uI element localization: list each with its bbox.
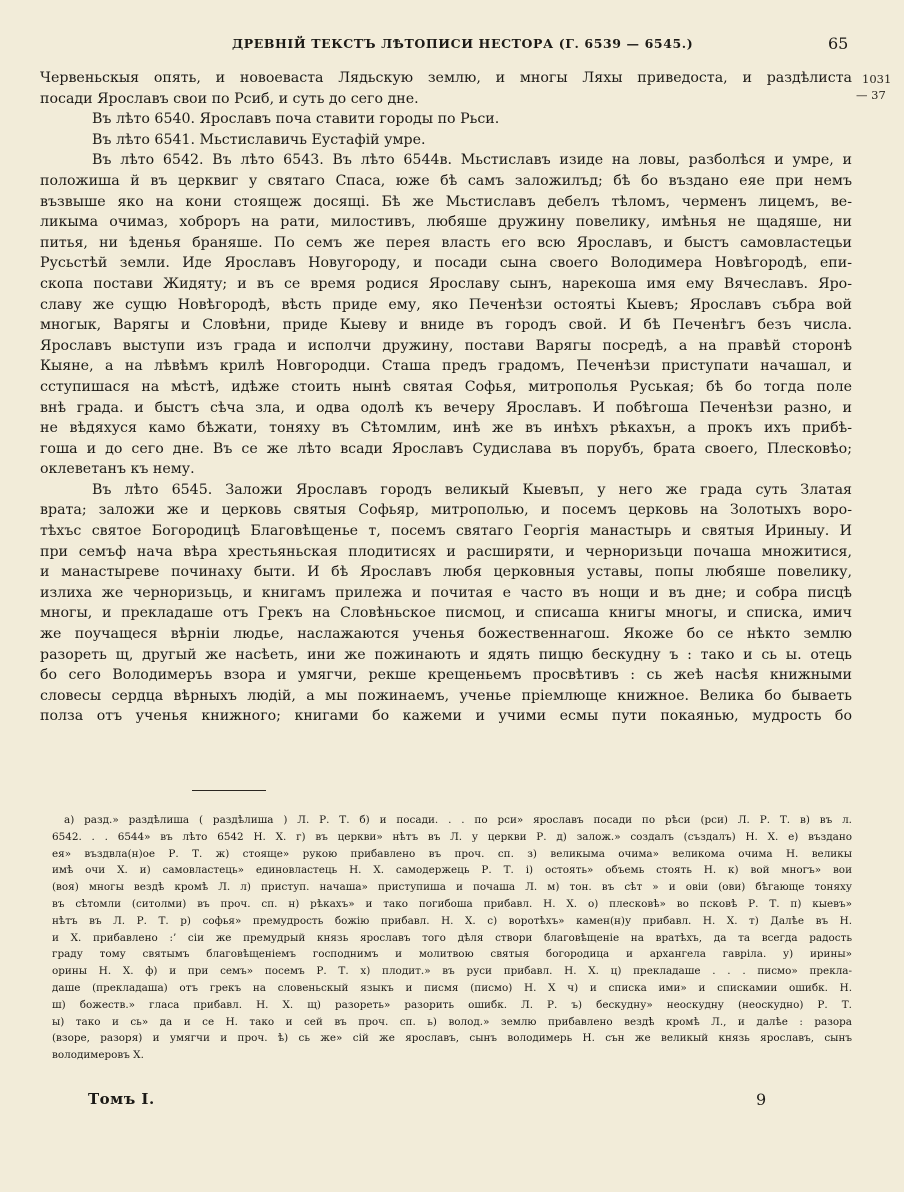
text-line: Червеньскыя опять, и новоеваста Лядьскую землю, и многы Ляхы приведоста, и раздѣлиста: [40, 70, 852, 86]
footnote-divider: [192, 790, 266, 791]
text-line: не вѣдяхуся камо бѣжати, тоняху въ Сѣтомлим, инѣ же въ инѣхъ рѣкахън, а прокъ ихъ прибѣ-: [40, 420, 852, 437]
text-line: Русьстѣй земли. Иде Ярославъ Новугороду, и посади сына своего Володимера Новѣгородѣ, епи-: [40, 255, 852, 272]
text-line: Ярославъ выступи изъ града и исполчи дружину, постави Варягы посредѣ, а на правѣй сторонѣ: [40, 337, 852, 354]
footnote-line: володимеровъ Х.: [52, 1049, 144, 1062]
text-line: разореть щ, другый же насѣеть, ини же пожинають и ядять пищю бескудну ъ : тако и сь ы. отець: [40, 646, 852, 663]
text-line: врата; заложи же и церковь святыя Софьяр, митрополью, и посемъ церковь на Золотыхъ воро-: [40, 502, 852, 519]
text-line: многык, Варягы и Словѣни, приде Кыеву и вниде въ городъ свой. И бѣ Печенѣгъ безъ числа.: [40, 317, 852, 334]
text-line: Въ лѣто 6541. Мьстиславичь Еустафій умре.: [92, 131, 426, 148]
footnote-line: и Х. прибавлено :’ сіи же премудрый князь ярославъ того дѣля створи благовѣщеніе на вратѣхъ, да та всегда радость: [52, 931, 852, 944]
margin-year-range: — 37: [856, 88, 886, 102]
text-line: тѣхъс святое Богородицѣ Благовѣщенье т, посемъ святаго Георгія манастырь и святыя Ириныу. И: [40, 523, 852, 540]
footnotes: [52, 812, 852, 1064]
footnote-line: (воя) многы вездѣ кромѣ Л. л) приступ. начаша» приступиша и почаша Л. м) тон. въ сѣт » и овіи (ови) бѣгающе тоняху: [52, 881, 852, 894]
text-line: питья, ни ѣденья браняше. По семъ же перея власть его всю Ярославъ, и быстъ самовластецьи: [40, 234, 852, 251]
signature-mark: 9: [756, 1090, 767, 1109]
text-line: възвыше яко на кони стоящеж досящі. Бѣ же Мьстиславъ дебелъ тѣломъ, черменъ лицемъ, ве-: [40, 193, 852, 210]
text-line: гоша и до сего дне. Въ се же лѣто всади Ярославъ Судислава въ порубъ, брата своего, Плесковѣо;: [40, 440, 852, 457]
text-line: Въ лѣто 6545. Заложи Ярославъ городъ великый Кыевъп, у него же града суть Златая: [92, 481, 852, 498]
text-line: при семъф нача вѣра хрестьяньская плодитисях и расширяти, и черноризьци почаша множитися,: [40, 543, 852, 560]
text-line: скопа постави Жидяту; и въ се время родися Ярославу сынъ, нарекоша имя ему Вячеславъ. Яро-: [40, 275, 852, 292]
page-header: [0, 34, 904, 56]
running-title: ДРЕВНІЙ ТЕКСТЪ ЛѢТОПИСИ НЕСТОРА (Г. 6539 — 6545.): [232, 36, 694, 51]
footnote-line: даше (прекладаша) отъ грекъ на словеньскый языкъ и писмя (писмо) Н. Х ч) и списка ими» и спискамии ошибк. Н.: [52, 981, 852, 994]
main-text: [40, 68, 852, 727]
text-line: Кыяне, а на лѣвѣмъ крилѣ Новгородци. Сташа предъ градомъ, Печенѣзи приступати начашал, и: [40, 358, 852, 375]
text-line: внѣ града. и быстъ сѣча зла, и одва одолѣ къ вечеру Ярославъ. И побѣгоша Печенѣзи разно, и: [40, 399, 852, 416]
footnote-line: (взоре, разоря) и умягчи и проч. ѣ) сь же» сій же ярославъ, сынъ володимерь Н. сън же великый князь ярославъ, сынъ: [52, 1032, 852, 1045]
text-line: ликыма очимаз, хоброръ на рати, милостивъ, любяше дружину повелику, имѣнья не щадяше, ни: [40, 214, 852, 231]
text-line: Въ лѣто 6540. Ярославъ поча ставити городы по Рьси.: [92, 111, 500, 128]
text-line: сступишася на мѣстѣ, идѣже стоить нынѣ святая Софья, митрополья Руськая; бѣ бо тогда поле: [40, 378, 852, 395]
footnote-line: 6542. . . 6544» въ лѣто 6542 Н. Х. г) въ церкви» нѣтъ въ Л. у церкви Р. д) залож.» создалъ (създалъ) Н. Х. е) въздано: [52, 830, 852, 843]
footnote-line: ея» въздвла(н)ое Р. Т. ж) стояще» рукою прибавлено въ проч. сп. з) великыма очима» великома очима Н. великы: [52, 847, 852, 860]
text-line: положиша й въ церквиг у святаго Спаса, юже бѣ самъ заложилъд; бѣ бо въздано еяе при немъ: [40, 172, 852, 189]
footnote-line: а) разд.» раздѣлиша ( раздѣлиша ) Л. Р. Т. б) и посади. . . по рси» ярославъ посади по рѣси (рси) Л. Р. Т. в) въ л.: [64, 814, 852, 826]
footnote-line: граду тому святымъ благовѣщеніемъ господнимъ и молитвою святыя богородица и архангела гавріла. у) ирины»: [52, 948, 852, 961]
text-line: полза отъ ученья книжного; книгами бо кажеми и учими есмы пути покаянью, мудрость бо: [40, 708, 852, 725]
text-line: Въ лѣто 6542. Въ лѣто 6543. Въ лѣто 6544в. Мьстиславъ изиде на ловы, разболѣся и умре, и: [92, 152, 852, 169]
footnote-line: имѣ очи Х. и) самовластець» единовластець Н. Х. самодержець Р. Т. і) остоять» объемь стоять Н. к) вой многъ» вои: [52, 864, 852, 877]
page-number: 65: [828, 34, 849, 53]
footnote-line: орины Н. Х. ф) и при семъ» посемъ Р. Т. х) плодит.» въ руси прибавл. Н. Х. ц) прекладаше . . . писмо» прекла-: [52, 965, 852, 978]
footnote-line: ы) тако и сь» да и се Н. тако и сей въ проч. сп. ь) волод.» землю прибавлено вездѣ кромѣ Л., и далѣе : разора: [52, 1015, 852, 1028]
text-line: посади Ярославъ свои по Рсиб, и суть до сего дне.: [40, 90, 419, 107]
text-line: многы, и прекладаше отъ Грекъ на Словѣньское писмоц, и списаша книгы многы, и списка, имич: [40, 605, 852, 622]
text-line: и манастыреве починаху быти. И бѣ Ярославъ любя церковныя уставы, попы любяше повелику,: [40, 564, 852, 581]
volume-label: Томъ I.: [88, 1090, 155, 1108]
text-line: оклеветанъ къ нему.: [40, 461, 195, 478]
text-line: бо сего Володимеръь взора и умягчи, рекше крещеньемъ просвѣтивъ : сь жеѣ насѣя книжными: [40, 667, 852, 684]
footnote-line: нѣтъ въ Л. Р. Т. р) софья» премудрость божію прибавл. Н. Х. с) воротѣхъ» камен(н)у прибавл. Н. Х. т) Далѣе въ Н.: [52, 914, 852, 927]
margin-year: 1031: [862, 72, 892, 86]
text-line: излиха же черноризьць, и книгамъ прилежа и почитая е часто въ нощи и въ дне; и собра писцѣ: [40, 584, 852, 601]
footnote-line: ш) божеств.» гласа прибавл. Н. Х. щ) разореть» разорить ошибк. Л. Р. ъ) бескудну» неоскудну (неоскудно) Р. Т.: [52, 998, 852, 1011]
text-line: словесы сердца вѣрныхъ людій, а мы пожинаемъ, ученье пріемлюще книжное. Велика бо бываеть: [40, 687, 852, 704]
text-line: же поучащеся вѣрніи людье, наслажаются ученья божественнагош. Якоже бо се нѣкто землю: [40, 626, 852, 643]
footnote-line: въ сѣтомли (ситолми) въ проч. сп. н) рѣкахъ» и тако погибоша прибавл. Н. Х. о) плесковѣ» во псковѣ Р. Т. п) кыевъ»: [52, 897, 852, 910]
text-line: славу же сущю Новѣгородѣ, вѣсть приде ему, яко Печенѣзи остоятьі Кыевъ; Ярославъ събра вой: [40, 296, 852, 313]
